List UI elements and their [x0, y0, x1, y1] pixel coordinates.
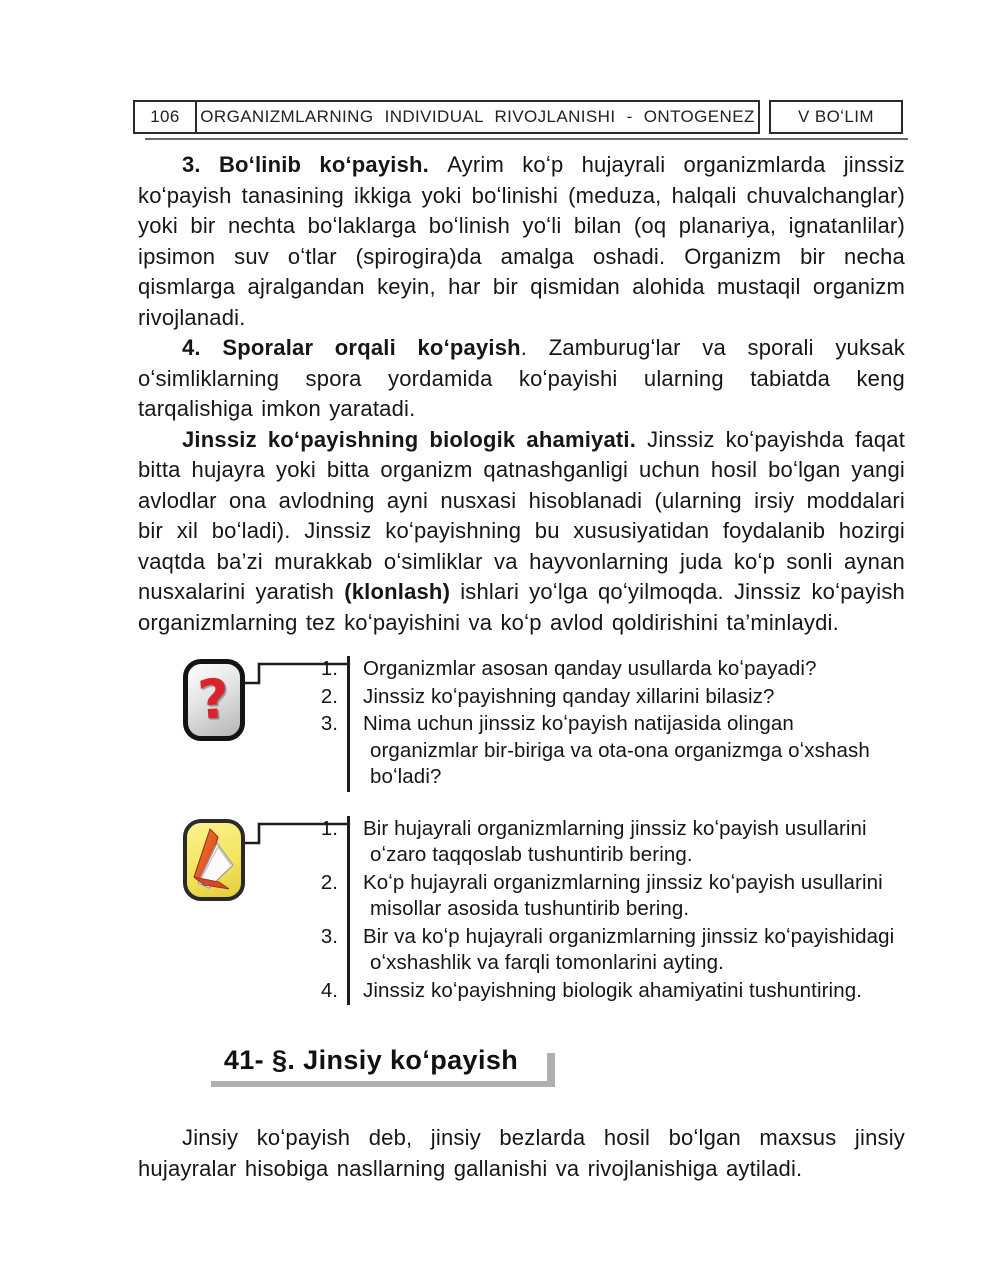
item-text: Jinssiz koʻpayishning biologik ahamiyatini tushuntiring.: [347, 978, 905, 1006]
item-text: Bir va koʻp hujayrali organizmlarning jinssiz koʻpayishidagi oʻxshashlik va farqli tomonlarini ayting.: [347, 924, 905, 978]
questions-list: [298, 656, 905, 792]
paragraph-text: . Zamburugʻlar va sporali yuksak oʻsimliklarning spora yordamida koʻpayishi ularning tabiatda keng tarqalishiga imkon yaratadi.: [138, 335, 905, 421]
item-number: 3.: [320, 924, 338, 948]
header-gap: [760, 100, 769, 134]
item-number: 4.: [320, 978, 338, 1002]
paragraph-text: ishlari yoʻlga qoʻyilmoqda. Jinssiz koʻpayish organizmlarning tez koʻpayishini va koʻp avlod qoldirishini ta’minlaydi.: [138, 579, 905, 635]
item-number: 2.: [320, 870, 338, 894]
item-text: Nima uchun jinssiz koʻpayish natijasida olingan organizmlar bir-biriga va ota-ona organizmga oʻxshash boʻladi?: [347, 711, 905, 792]
paragraph-bold-text: (klonlash): [344, 579, 451, 604]
section-heading: [195, 1039, 547, 1081]
open-book-glyph: [189, 825, 239, 895]
question-mark-icon: [183, 659, 245, 741]
chapter-title: ORGANIZMLARNING INDIVIDUAL RIVOJLANISHI - ONTOGENEZ: [195, 100, 760, 134]
questions-block: [183, 656, 905, 792]
item-number: 1.: [320, 816, 338, 840]
section-heading-text: 41- §. Jinsiy koʻpayish: [223, 1044, 519, 1075]
list-item: [298, 656, 905, 684]
item-number: 3.: [320, 712, 338, 735]
chapter-label: V BOʻLIM: [769, 100, 903, 134]
list-item: [298, 684, 905, 712]
question-glyph: ?: [196, 666, 232, 733]
paragraph: [138, 150, 905, 333]
paragraph-bold-text: Jinssiz koʻpayishning biologik ahamiyati.: [182, 426, 648, 452]
paragraph-bold-text: 4. Sporalar orqali koʻpayish: [182, 335, 521, 360]
paragraph-text: Jinsiy koʻpayish deb, jinsiy bezlarda hosil boʻlgan maxsus jinsiy hujayralar hisobiga nasllarning gallanishi va rivojlanishiga aytiladi.: [138, 1125, 905, 1181]
paragraph-text: Ayrim koʻp hujayrali organizmlarda jinssiz koʻpayish tanasining ikkiga yoki boʻlinishi (meduza, halqali chuvalchanglar) yoki bir nechta boʻlaklarga boʻlinish yoʻli bilan (oq planariya, ignatanlilar) ipsimon suv oʻtlar (spirogira)da amalga oshadi. Organizm bir necha qismlarga ajralgandan keyin, har bir qismidan alohida mustaqil organizm rivojlanadi.: [138, 152, 906, 330]
bracket-connector-line: [245, 662, 351, 688]
body-paragraphs: [138, 150, 905, 638]
tasks-list: [298, 816, 905, 1006]
item-number: 2.: [320, 684, 338, 708]
paragraph-text: Jinssiz koʻpayishda faqat bitta hujayra yoki bitta organizm qatnashganligi uchun hosil boʻlgan yangi avlodlar ona avlodning ayni nusxasi hisoblanadi (ularning irsiy moddalari bir xil boʻladi). Jinssiz koʻpayishning bu xususiyatidan foydalanib hozirgi vaqtda ba’zi murakkab oʻsimliklar va hayvonlarning juda koʻp sonli aynan nusxalarini yaratish: [138, 426, 906, 604]
open-book-icon: [183, 819, 245, 901]
list-item: [298, 978, 905, 1006]
item-number: 1.: [320, 657, 338, 680]
item-text: Bir hujayrali organizmlarning jinssiz koʻpayish usullarini oʻzaro taqqoslab tushuntirib bering.: [347, 816, 905, 870]
list-item: [298, 870, 905, 924]
item-text: Organizmlar asosan qanday usullarda koʻpayadi?: [347, 656, 905, 684]
paragraph: [138, 333, 905, 425]
list-item: [298, 711, 905, 792]
paragraph: [138, 1123, 905, 1184]
paragraph-bold-text: 3. Boʻlinib koʻpayish.: [182, 152, 448, 177]
page-number: 106: [133, 100, 197, 134]
paragraph: [138, 425, 905, 639]
list-item: [298, 924, 905, 978]
page-header: [133, 100, 903, 134]
item-text: Koʻp hujayrali organizmlarning jinssiz koʻpayish usullarini misollar asosida tushuntirib bering.: [347, 870, 905, 924]
page-body: [138, 150, 905, 1184]
closing-paragraphs: [138, 1123, 905, 1184]
item-text: Jinssiz koʻpayishning qanday xillarini bilasiz?: [347, 684, 905, 712]
list-item: [298, 816, 905, 870]
bracket-connector-line: [245, 822, 351, 848]
tasks-block: [183, 816, 905, 1006]
